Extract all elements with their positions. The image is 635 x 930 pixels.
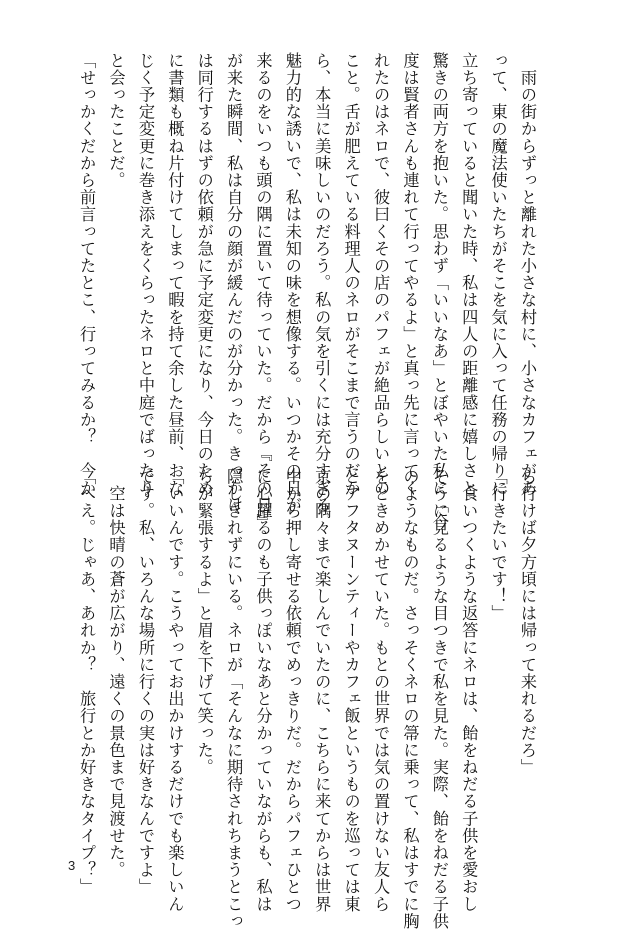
text-line: ら、本当に美味しいのだろう。私の気を引くには充分すぎる: [312, 52, 332, 514]
text-line: 「行きたいです！」: [488, 468, 508, 622]
text-line: が来た瞬間、私は自分の顔が緩んだのが分かった。きっかけ: [224, 52, 244, 514]
text-line: って、東の魔法使いたちがそこを気に入って任務の帰りに: [488, 52, 508, 497]
text-line: 度は賢者さんも連れて行ってやるよ」と真っ先に言ってく: [400, 52, 420, 497]
text-line: れたのはネロで、彼曰くその店のパフェが絶品らしいとの: [371, 52, 391, 497]
text-line: は同行するはずの依頼が急に予定変更になり、今日のため: [194, 52, 214, 497]
text-line: 空は快晴の蒼が広がり、遠くの景色まで見渡せた。: [106, 468, 126, 879]
text-line: 「いいんです。こうやってお出かけするだけでも楽しいん: [165, 468, 185, 913]
text-line: と会ったことだ。: [106, 52, 126, 189]
text-line: 魅力的な誘いで、私は未知の味を想像する。いつかその日が: [282, 52, 302, 514]
text-line: とアフタヌーンティーやカフェ飯というものを巡っては東: [341, 468, 361, 913]
text-line: じく予定変更に巻き添えをくらったネロと中庭でばったり: [135, 52, 155, 497]
text-line: ら行けば夕方頃には帰って来れるだろ」: [518, 468, 537, 776]
page-number: 3: [68, 858, 76, 873]
text-line: をときめかせていた。もとの世界では気の置けない友人ら: [371, 468, 391, 913]
text-line: です。私、いろんな場所に行くの実は好きなんですよ」: [135, 468, 155, 896]
text-line: 「せっかくだから前言ってたとこ、行ってみるか？ 今か: [77, 52, 97, 497]
lower-text-block: [65, 468, 535, 930]
text-line: 驚きの両方を抱いた。思わず「いいなあ」とぼやいた私に「今: [429, 52, 449, 531]
text-line: 隠しきれずにいる。ネロが「そんなに期待されちまうとこっ: [224, 468, 244, 930]
text-line: 来るのをいつも頭の隅に置いて待っていた。だから『その日』: [253, 52, 273, 531]
text-line: 京の隅々まで楽しんでいたのに、こちらに来てからは世界: [312, 468, 332, 913]
text-line: 立ち寄っていると聞いた時、私は四人の距離感に嬉しさと: [459, 52, 479, 497]
text-line: こと。舌が肥えている料理人のネロがそこまで言うのだか: [341, 52, 361, 497]
text-line: のようなものだ。さっそくネロの箒に乗って、私はすでに胸: [400, 468, 420, 930]
text-line: に心躍るのも子供っぽいなあと分かっていながらも、私は: [253, 468, 273, 913]
text-line: に書類も概ね片付けてしまって暇を持て余した昼前、おな: [165, 52, 185, 497]
text-line: 食いつくような返答にネロは、飴をねだる子供を愛おし: [459, 468, 479, 913]
text-line: 中から押し寄せる依頼でめっきりだ。だからパフェひとつ: [282, 468, 302, 913]
text-line: 雨の街からずっと離れた小さな村に、小さなカフェがあ: [518, 52, 537, 497]
text-line: ちが緊張するよ」と眉を下げて笑った。: [194, 468, 214, 776]
text-line: そうに見るような目つきで私を見た。実際、飴をねだる子供: [429, 468, 449, 930]
upper-text-block: [65, 52, 535, 531]
text-line: 「へえ。じゃあ、あれか？ 旅行とか好きなタイプ？」: [77, 468, 97, 896]
